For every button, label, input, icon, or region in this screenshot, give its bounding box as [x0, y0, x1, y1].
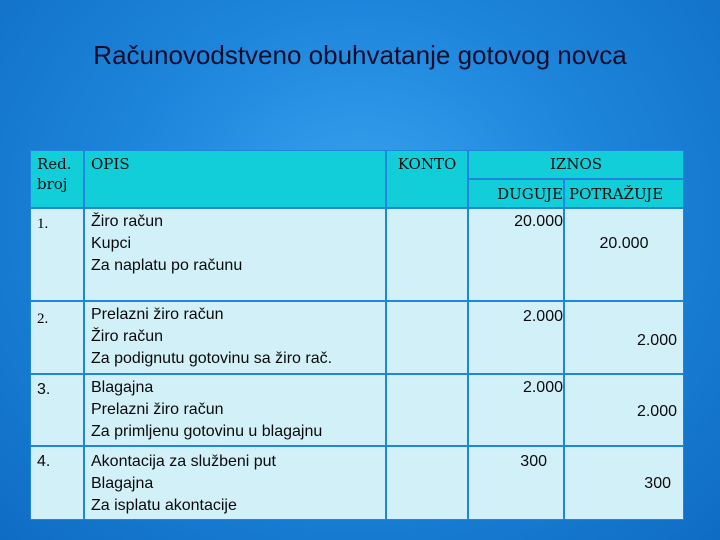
row-1-number-cell: [30, 208, 84, 301]
row-opis-line: Kupci: [91, 235, 132, 252]
row-number: 1.: [37, 216, 49, 232]
row-potrazuje: 2.000: [636, 332, 677, 349]
row-1-duguje-cell: [468, 208, 564, 301]
row-opis-line: Žiro račun: [91, 213, 164, 230]
row-2-potrazuje-cell: [564, 301, 684, 374]
header-konto-cell: [386, 150, 468, 208]
row-1-opis-cell: [84, 208, 386, 301]
row-opis-line: Prelazni žiro račun: [91, 306, 224, 323]
row-4-konto-cell: [386, 446, 468, 520]
row-opis-line: Žiro račun: [91, 328, 164, 345]
row-opis-line: Blagajna: [91, 379, 154, 396]
row-number: 2.: [37, 311, 49, 327]
header-red-broj-line2: broj: [37, 175, 68, 193]
row-opis-line: Blagajna: [91, 475, 154, 492]
row-opis-line: Prelazni žiro račun: [91, 401, 224, 418]
row-opis-line: Za podignutu gotovinu sa žiro rač.: [91, 350, 333, 367]
row-number: 4.: [37, 453, 51, 470]
header-opis: OPIS: [91, 155, 130, 173]
row-2-konto-cell: [386, 301, 468, 374]
row-opis-line: Za naplatu po računu: [91, 257, 243, 274]
header-iznos-cell: [468, 150, 684, 179]
row-duguje: 2.000: [522, 308, 563, 325]
row-potrazuje: 300: [644, 475, 671, 492]
row-3-number-cell: [30, 374, 84, 446]
row-potrazuje: 20.000: [599, 235, 649, 252]
row-4-number-cell: [30, 446, 84, 520]
row-duguje: 300: [520, 453, 547, 470]
row-number: 3.: [37, 381, 51, 398]
header-konto: KONTO: [397, 155, 457, 173]
row-3-opis-cell: [84, 374, 386, 446]
row-duguje: 20.000: [514, 213, 563, 230]
row-4-duguje-cell: [468, 446, 564, 520]
row-opis-line: Akontacija za službeni put: [91, 453, 276, 470]
row-3-potrazuje-cell: [564, 374, 684, 446]
row-2-number-cell: [30, 301, 84, 374]
header-opis-cell: [84, 150, 386, 208]
row-2-duguje-cell: [468, 301, 564, 374]
header-red-broj-line1: Red.: [37, 155, 72, 173]
row-potrazuje: 2.000: [636, 403, 677, 420]
row-1-potrazuje-cell: [564, 208, 684, 301]
row-3-konto-cell: [386, 374, 468, 446]
row-3-duguje-cell: [468, 374, 564, 446]
header-red-broj-cell: [30, 150, 84, 208]
header-duguje: DUGUJE: [497, 185, 563, 203]
header-potrazuje: POTRAŽUJE: [569, 185, 664, 203]
row-4-potrazuje-cell: [564, 446, 684, 520]
header-duguje-cell: [468, 179, 564, 208]
row-4-opis-cell: [84, 446, 386, 520]
page-title: Računovodstveno obuhvatanje gotovog novca: [93, 40, 627, 70]
row-1-konto-cell: [386, 208, 468, 301]
header-potrazuje-cell: [564, 179, 684, 208]
row-opis-line: Za isplatu akontacije: [91, 497, 237, 514]
row-opis-line: Za primljenu gotovinu u blagajnu: [91, 423, 323, 440]
row-duguje: 2.000: [522, 379, 563, 396]
journal-table: [30, 150, 684, 520]
row-2-opis-cell: [84, 301, 386, 374]
header-iznos: IZNOS: [549, 155, 603, 173]
